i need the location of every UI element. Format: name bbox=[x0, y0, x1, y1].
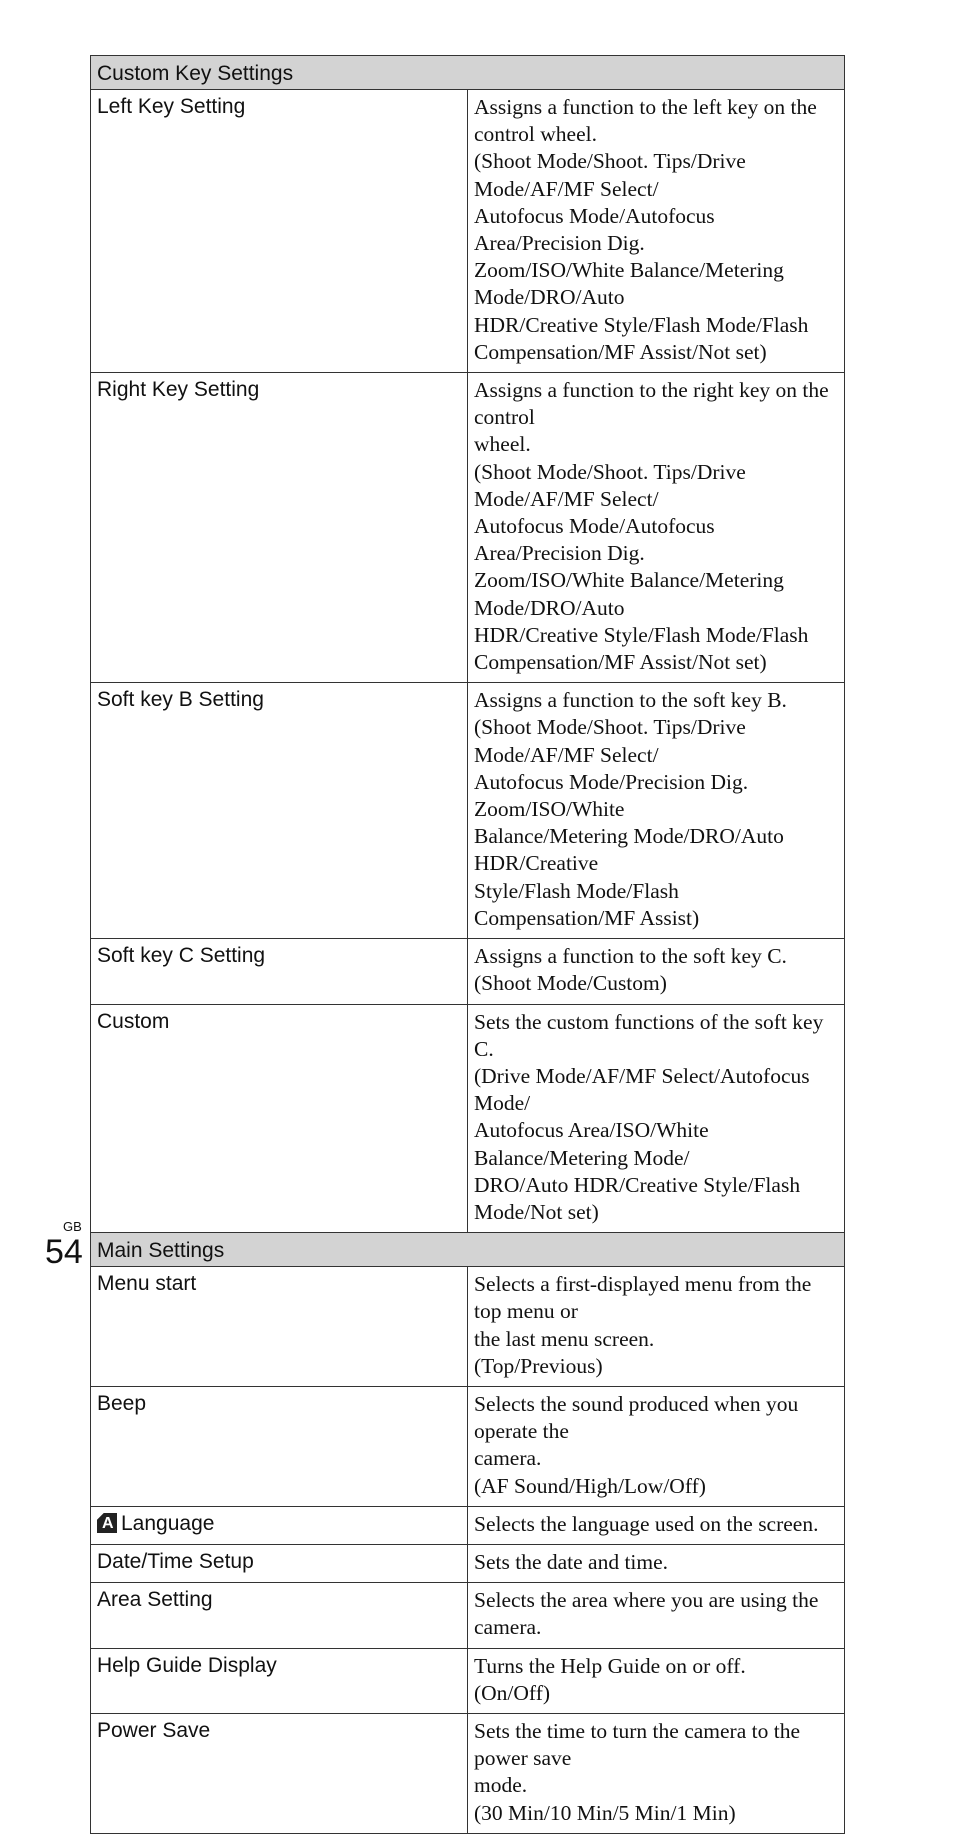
setting-name-cell bbox=[91, 373, 468, 683]
setting-name: Right Key Setting bbox=[97, 378, 260, 402]
description-line: the last menu screen. bbox=[474, 1326, 655, 1351]
setting-name: Custom bbox=[97, 1009, 170, 1033]
setting-name-cell bbox=[91, 1386, 468, 1506]
setting-description-cell bbox=[468, 1713, 845, 1833]
setting-description-cell bbox=[468, 1004, 845, 1233]
table-row bbox=[91, 1713, 845, 1833]
table-row bbox=[91, 1583, 845, 1648]
setting-description-cell bbox=[468, 1267, 845, 1387]
section-title: Custom Key Settings bbox=[91, 56, 845, 90]
description-line: Selects the sound produced when you operate the bbox=[474, 1391, 804, 1444]
description-line: (Shoot Mode/Custom) bbox=[474, 971, 667, 996]
table-row bbox=[91, 1648, 845, 1713]
description-line: Balance/Metering Mode/DRO/Auto HDR/Creative bbox=[474, 824, 790, 876]
description-line: Assigns a function to the right key on the control bbox=[474, 378, 835, 430]
setting-name-cell bbox=[91, 1648, 468, 1713]
settings-table-body bbox=[91, 56, 845, 1834]
setting-description-cell bbox=[468, 1544, 845, 1582]
description-line: mode. bbox=[474, 1773, 528, 1798]
description-line: Assigns a function to the soft key B. bbox=[474, 688, 787, 713]
setting-description-cell bbox=[468, 90, 845, 373]
table-row bbox=[91, 683, 845, 939]
description-line: wheel. bbox=[474, 432, 531, 457]
table-row bbox=[91, 373, 845, 683]
section-header-row bbox=[91, 56, 845, 90]
description-line: (Drive Mode/AF/MF Select/Autofocus Mode/ bbox=[474, 1063, 815, 1116]
setting-name-cell bbox=[91, 1004, 468, 1233]
setting-name-cell bbox=[91, 939, 468, 1004]
setting-name-cell bbox=[91, 90, 468, 373]
description-line: (AF Sound/High/Low/Off) bbox=[474, 1473, 706, 1498]
setting-name: Soft key C Setting bbox=[97, 944, 266, 968]
setting-name-cell bbox=[91, 1583, 468, 1648]
description-line: DRO/Auto HDR/Creative Style/Flash Mode/Not set) bbox=[474, 1172, 806, 1224]
setting-name-cell bbox=[91, 1713, 468, 1833]
table-row bbox=[91, 1506, 845, 1544]
setting-description-cell bbox=[468, 1583, 845, 1648]
setting-name: Menu start bbox=[97, 1272, 197, 1296]
setting-name: Language bbox=[121, 1511, 215, 1535]
description-line: Style/Flash Mode/Flash Compensation/MF Assist) bbox=[474, 878, 700, 930]
description-line: Sets the custom functions of the soft key C. bbox=[474, 1009, 829, 1061]
table-row bbox=[91, 1544, 845, 1582]
description-line: Assigns a function to the left key on the control wheel. bbox=[474, 95, 823, 147]
setting-description-cell bbox=[468, 1506, 845, 1544]
description-line: (On/Off) bbox=[474, 1680, 551, 1705]
page-region-label: GB bbox=[63, 1219, 82, 1234]
page-number: 54 bbox=[45, 1233, 83, 1271]
setting-name: Date/Time Setup bbox=[97, 1549, 254, 1573]
section-header-row bbox=[91, 1233, 845, 1267]
setting-name: Soft key B Setting bbox=[97, 688, 264, 712]
setting-name-cell bbox=[91, 1506, 468, 1544]
table-row bbox=[91, 1267, 845, 1387]
description-line: HDR/Creative Style/Flash Mode/Flash bbox=[474, 622, 809, 647]
setting-name: Beep bbox=[97, 1391, 147, 1415]
setting-description-cell bbox=[468, 683, 845, 939]
description-line: camera. bbox=[474, 1446, 542, 1471]
description-line: (30 Min/10 Min/5 Min/1 Min) bbox=[474, 1800, 736, 1825]
description-line: Compensation/MF Assist/Not set) bbox=[474, 339, 767, 364]
section-title: Main Settings bbox=[91, 1233, 845, 1267]
table-row bbox=[91, 939, 845, 1004]
table-row bbox=[91, 90, 845, 373]
setting-description-cell bbox=[468, 1648, 845, 1713]
settings-table bbox=[90, 55, 845, 1834]
setting-description-cell bbox=[468, 1386, 845, 1506]
description-line: HDR/Creative Style/Flash Mode/Flash bbox=[474, 312, 809, 337]
table-row bbox=[91, 1004, 845, 1233]
description-line: Zoom/ISO/White Balance/Metering Mode/DRO/Auto bbox=[474, 568, 790, 620]
description-line: Assigns a function to the soft key C. bbox=[474, 944, 787, 969]
description-line: Autofocus Mode/Precision Dig. Zoom/ISO/White bbox=[474, 769, 754, 822]
setting-name-cell bbox=[91, 1544, 468, 1582]
setting-name-cell bbox=[91, 683, 468, 939]
setting-description-cell bbox=[468, 939, 845, 1004]
description-line: (Shoot Mode/Shoot. Tips/Drive Mode/AF/MF Select/ bbox=[474, 715, 752, 767]
description-line: Autofocus Mode/Autofocus Area/Precision Dig. bbox=[474, 203, 719, 256]
description-line: (Shoot Mode/Shoot. Tips/Drive Mode/AF/MF Select/ bbox=[474, 149, 752, 201]
description-line: Autofocus Mode/Autofocus Area/Precision Dig. bbox=[474, 514, 719, 566]
table-row bbox=[91, 1386, 845, 1506]
setting-name: Power Save bbox=[97, 1718, 211, 1742]
description-line: Selects the language used on the screen. bbox=[474, 1511, 819, 1536]
setting-name: Left Key Setting bbox=[97, 95, 246, 118]
description-line: Zoom/ISO/White Balance/Metering Mode/DRO/Auto bbox=[474, 258, 790, 310]
description-line: Selects the area where you are using the camera. bbox=[474, 1588, 824, 1640]
setting-name-cell bbox=[91, 1267, 468, 1387]
description-line: (Shoot Mode/Shoot. Tips/Drive Mode/AF/MF Select/ bbox=[474, 459, 752, 511]
description-line: Turns the Help Guide on or off. bbox=[474, 1653, 746, 1678]
setting-name: Help Guide Display bbox=[97, 1653, 277, 1677]
description-line: Sets the time to turn the camera to the power save bbox=[474, 1718, 806, 1771]
setting-name: Area Setting bbox=[97, 1588, 213, 1612]
description-line: (Top/Previous) bbox=[474, 1353, 603, 1378]
description-line: Compensation/MF Assist/Not set) bbox=[474, 650, 767, 675]
description-line: Sets the date and time. bbox=[474, 1549, 669, 1574]
description-line: Selects a first-displayed menu from the top menu or bbox=[474, 1272, 817, 1324]
description-line: Autofocus Area/ISO/White Balance/Metering Mode/ bbox=[474, 1118, 715, 1170]
language-icon: A bbox=[97, 1513, 117, 1533]
setting-description-cell bbox=[468, 373, 845, 683]
